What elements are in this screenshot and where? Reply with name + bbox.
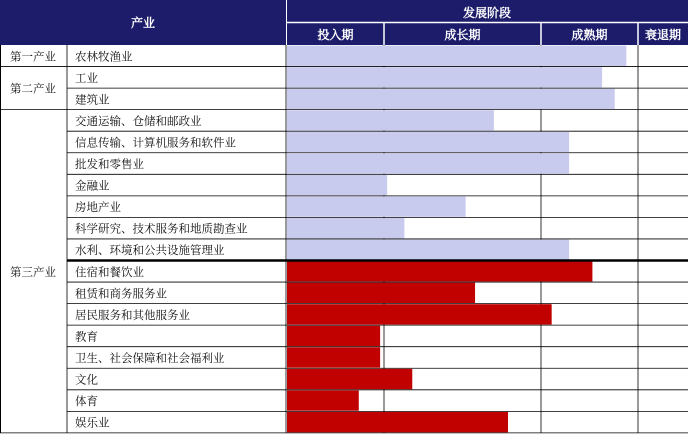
industry-label: 农林牧渔业	[75, 49, 133, 64]
industry-label: 文化	[75, 372, 98, 387]
bar	[287, 89, 615, 109]
bar	[287, 153, 569, 173]
bar	[287, 110, 494, 130]
industry-label: 科学研究、技术服务和地质勘查业	[75, 221, 248, 236]
industry-label: 居民服务和其他服务业	[75, 307, 190, 322]
bar	[287, 412, 508, 432]
industry-label: 交通运输、仓储和邮政业	[75, 113, 202, 128]
bar	[287, 46, 626, 66]
bar	[287, 218, 404, 238]
bar	[287, 326, 380, 346]
header-industry: 产业	[130, 16, 156, 30]
bar	[287, 347, 380, 367]
bar	[287, 261, 592, 281]
stage-label-intro: 投入期	[317, 28, 354, 42]
sector-group-label: 第二产业	[10, 81, 56, 96]
sector-group-label: 第三产业	[10, 264, 56, 279]
stage-label-growth: 成长期	[444, 28, 481, 42]
bar	[287, 240, 569, 260]
bar	[287, 304, 552, 324]
industry-label: 水利、环境和公共设施管理业	[75, 243, 225, 258]
industry-label: 体育	[75, 394, 98, 409]
industry-label: 租赁和商务服务业	[75, 286, 167, 301]
sector-group-label: 第一产业	[10, 49, 56, 64]
bar	[287, 175, 387, 195]
industry-label: 卫生、社会保障和社会福利业	[75, 350, 225, 365]
bar	[287, 390, 359, 410]
industry-label: 批发和零售业	[75, 157, 144, 172]
label-layer	[10, 49, 248, 429]
industry-label: 娱乐业	[75, 415, 110, 430]
industry-label: 金融业	[75, 178, 110, 193]
bar	[287, 283, 475, 303]
industry-label: 住宿和餐饮业	[75, 264, 144, 279]
stage-label-decline: 衰退期	[644, 28, 682, 42]
industry-label: 房地产业	[75, 200, 121, 215]
industry-label: 信息传输、计算机服务和软件业	[75, 135, 236, 150]
stage-label-mature: 成熟期	[571, 28, 608, 42]
bar	[287, 369, 412, 389]
industry-label: 建筑业	[75, 92, 110, 107]
header-stage-title: 发展阶段	[462, 6, 512, 20]
bar	[287, 67, 602, 87]
bar	[287, 132, 569, 152]
industry-label: 工业	[75, 70, 98, 85]
bar	[287, 196, 466, 216]
industry-label: 教育	[75, 329, 98, 344]
